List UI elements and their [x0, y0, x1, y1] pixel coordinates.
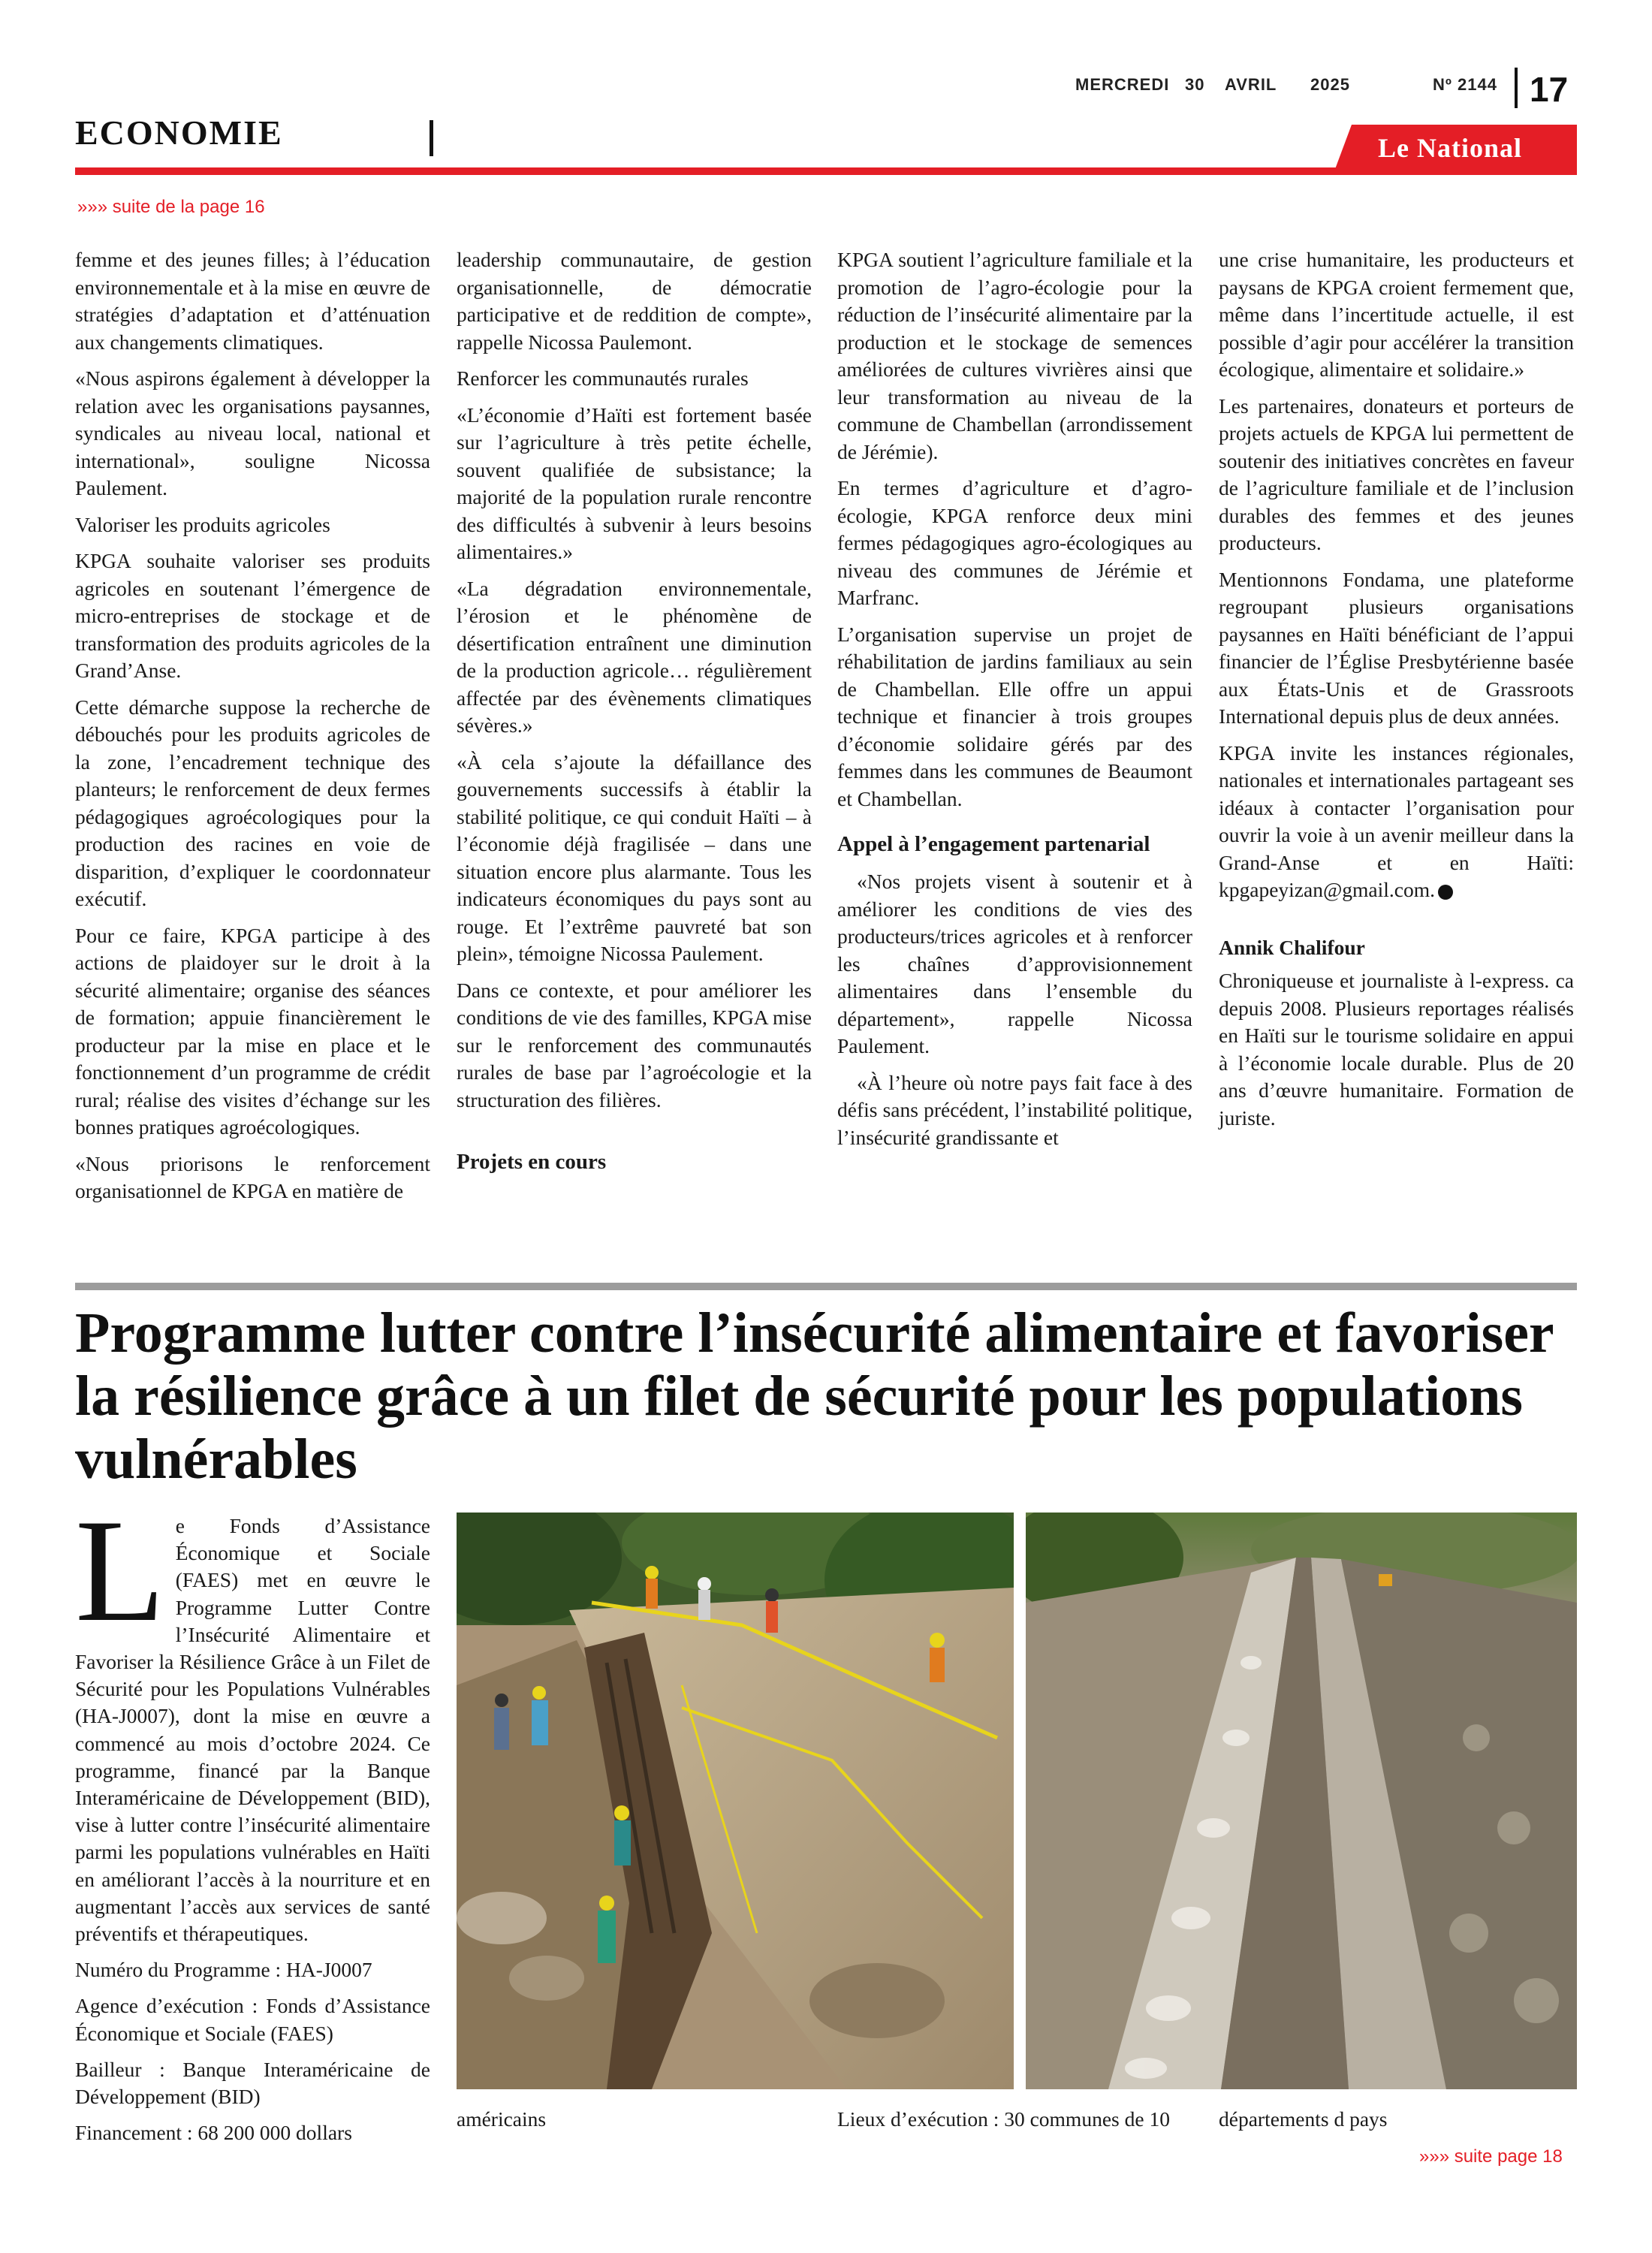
paragraph: KPGA souhaite valoriser ses produits agricoles en soutenant l’émergence de micro-entreprises de stockage et de transformation des produits agricoles de la Grand’Anse. [75, 549, 430, 682]
brand-name: Le National [1378, 133, 1523, 163]
lead-text: e Fonds d’Assistance Économique et Sociale (FAES) met en œuvre le Programme Lutter Contre l’Insécurité Alimentaire et Favoriser la Résilience Grâce à un Filet de Sécurité pour les Populations Vulnérables (HA-J0007), dont la mise en œuvre a commencé au mois d’octobre 2024. Ce programme, financé par la Banque Interaméricaine de Développement (BID), vise à lutter contre l’insécurité alimentaire parmi les populations vulnérables en Haïti en améliorant l’accès à la nourriture et en augmentant l’accès aux services de santé préventifs et thérapeutiques. [75, 1514, 430, 1946]
section-divider [430, 120, 433, 156]
paragraph [1219, 740, 1574, 904]
section-title: ECONOMIE [75, 113, 283, 152]
issue-number: Nº 2144 [1433, 75, 1497, 94]
issue-date-num: 30 [1185, 75, 1205, 94]
photo-construction-workers [457, 1513, 1014, 2089]
paragraph: «À cela s’ajoute la défaillance des gouvernements successifs à établir la stabilité politique, ce qui conduit Haïti – à l’économie déjà fragilisée – dans une situation encore plus alarmante. Tous les indicateurs économiques du pays sont au rouge. Et l’extrême pauvreté bat son plein», témoigne Nicossa Paulement. [457, 749, 812, 965]
closing-paragraph: KPGA invite les instances régionales, nationales et internationales partageant ses idéaux à contacter l’organisation pour ouvrir la voie à un avenir meilleur dans la Grand-Anse et en Haïti: kpgapeyizan@gmail.com. [1219, 740, 1574, 901]
subheading-bold: Appel à l’engagement partenarial [837, 832, 1150, 856]
subheading-bold: Projets en cours [457, 1150, 607, 1174]
bottom-text-col4: départements d pays [1219, 2107, 1388, 2131]
paragraph: «Nous priorisons le renforcement organisationnel de KPGA en matière de [75, 1151, 430, 1202]
paragraph: femme et des jeunes filles; à l’éducation environnementale et à la mise en œuvre de stratégies d’adaptation et d’atténuation aux changements climatiques. [75, 248, 430, 354]
paragraph: «La dégradation environnementale, l’érosion et le phénomène de désertification entraînent une diminution de la production agricole… régulièrement affectée par des évènements climatiques sévères.» [457, 576, 812, 737]
author-bio: Chroniqueuse et journaliste à l-express. ca depuis 2008. Plusieurs reportages réalisés en Haïti sur le tourisme solidaire en appui à l’économie locale durable. Plus de 20 ans d’œuvre humanitaire. Formation de juriste. [1219, 969, 1574, 1130]
paragraph: Pour ce faire, KPGA participe à des actions de plaidoyer sur le droit à la sécurité alimentaire; organise des séances de formation; appuie financièrement le producteur par la mise en place et le fonctionnement d’un programme de crédit rural; réalise des visites d’échange sur les bonnes pratiques agroécologiques. [75, 923, 430, 1139]
page-number: 17 [1530, 70, 1569, 109]
header-divider [1515, 68, 1518, 108]
header-rule [75, 167, 1577, 175]
article2-headline: Programme lutter contre l’insécurité alimentaire et favoriser la résilience grâce à un filet de sécurité pour les populations vulnérables [75, 1301, 1554, 1491]
paragraph: L’organisation supervise un projet de réhabilitation de jardins familiaux au sein de Chambellan. Elle offre un appui technique et financier à trois groupes d’économie solidaire gérés par des femmes dans les communes de Beaumont et Chambellan. [837, 622, 1192, 810]
paragraph: «Nos projets visent à soutenir et à améliorer les conditions de vies des producteurs/trices agricoles et à renforcer les chaînes d’approvisionnement alimentaires dans l’ensemble du département», rappelle Nicossa Paulement. [837, 870, 1192, 1057]
paragraph: une crise humanitaire, les producteurs et paysans de KPGA croient fermement que, même dans l’incertitude actuelle, il est possible d’agir pour accélérer la transition écologique, alimentaire et solidaire.» [1219, 248, 1574, 381]
executing-agency: Agence d’exécution : Fonds d’Assistance Économique et Sociale (FAES) [75, 1994, 430, 2045]
paragraph: leadership communautaire, de gestion organisationnelle, de démocratie participative et de reddition de compte», rappelle Nicossa Paulemont. [457, 248, 812, 354]
photo-concrete-canal [1026, 1513, 1577, 2089]
article1-column-1 [75, 246, 430, 1214]
paragraph: Les partenaires, donateurs et porteurs de projets actuels de KPGA lui permettent de soutenir des initiatives concrètes en faveur de l’agriculture familiale et de l’inclusion durables des femmes et des jeunes producteurs. [1219, 394, 1574, 554]
bottom-text-col2: américains [457, 2107, 547, 2131]
author-name: Annik Chalifour [1219, 935, 1365, 959]
paragraph: Cette démarche suppose la recherche de débouchés pour les produits agricoles de la zone, l’encadrement technique des planteurs; le renforcement de deux fermes pédagogiques agroécologiques pour la production des racines en voie de disparition, d’expliquer le coordonnateur exécutif. [75, 695, 430, 910]
subheading: Renforcer les communautés rurales [457, 366, 749, 390]
lead-paragraph [75, 1489, 430, 1947]
donor: Bailleur : Banque Interaméricaine de Développement (BID) [75, 2057, 430, 2109]
article1-column-3 [837, 246, 1192, 1160]
paragraph: Dans ce contexte, et pour améliorer les conditions de vie des familles, KPGA mise sur le renforcement des communautés rurales de base par l’agroécologie et la structuration des filières. [457, 978, 812, 1111]
issue-year: 2025 [1310, 75, 1350, 94]
bottom-text-col3: Lieux d’exécution : 30 communes de 10 [837, 2107, 1170, 2131]
paragraph: Mentionnons Fondama, une plateforme regroupant plusieurs organisations paysannes en Haïti bénéficiant de l’appui financier de l’Église Presbytérienne basée aux États-Unis et de Grassroots International depuis plus de deux années. [1219, 567, 1574, 728]
paragraph: KPGA soutient l’agriculture familiale et la promotion de l’agro-écologie pour la réduction de l’insécurité alimentaire par la production et le stockage de semences améliorées de cultures vivrières ainsi que leur transformation au niveau de la commune de Chambellan (arrondissement de Jérémie). [837, 248, 1192, 463]
paragraph: «Nous aspirons également à développer la relation avec les organisations paysannes, syndicales au niveau local, national et international», souligne Nicossa Paulement. [75, 366, 430, 499]
issue-month: AVRIL [1225, 75, 1277, 94]
article2-lead-column [75, 1489, 430, 2155]
continued-to-link[interactable]: »»» suite page 18 [1419, 2146, 1563, 2167]
program-number: Numéro du Programme : HA-J0007 [75, 1958, 372, 1982]
paragraph: «L’économie d’Haïti est fortement basée sur l’agriculture à très petite échelle, souvent qualifiée de subsistance; la majorité de la population rurale rencontre des difficultés à subvenir à leurs besoins alimentaires.» [457, 403, 812, 563]
article1-column-4 [1219, 246, 1574, 1141]
drop-cap: L [75, 1489, 165, 1652]
article-separator [75, 1283, 1577, 1290]
subheading: Valoriser les produits agricoles [75, 512, 330, 536]
paragraph: «À l’heure où notre pays fait face à des défis sans précédent, l’instabilité politique, l’insécurité grandissante et [837, 1070, 1192, 1149]
paragraph: En termes d’agriculture et d’agro-écologie, KPGA renforce deux mini fermes pédagogiques agro-écologiques au niveau des communes de Jérémie et Marfranc. [837, 476, 1192, 609]
issue-day: MERCREDI [1075, 75, 1170, 94]
continued-from-link[interactable]: »»» suite de la page 16 [77, 197, 265, 217]
end-mark-icon [1438, 885, 1453, 900]
financing: Financement : 68 200 000 dollars [75, 2121, 352, 2145]
article1-column-2 [457, 246, 812, 1186]
